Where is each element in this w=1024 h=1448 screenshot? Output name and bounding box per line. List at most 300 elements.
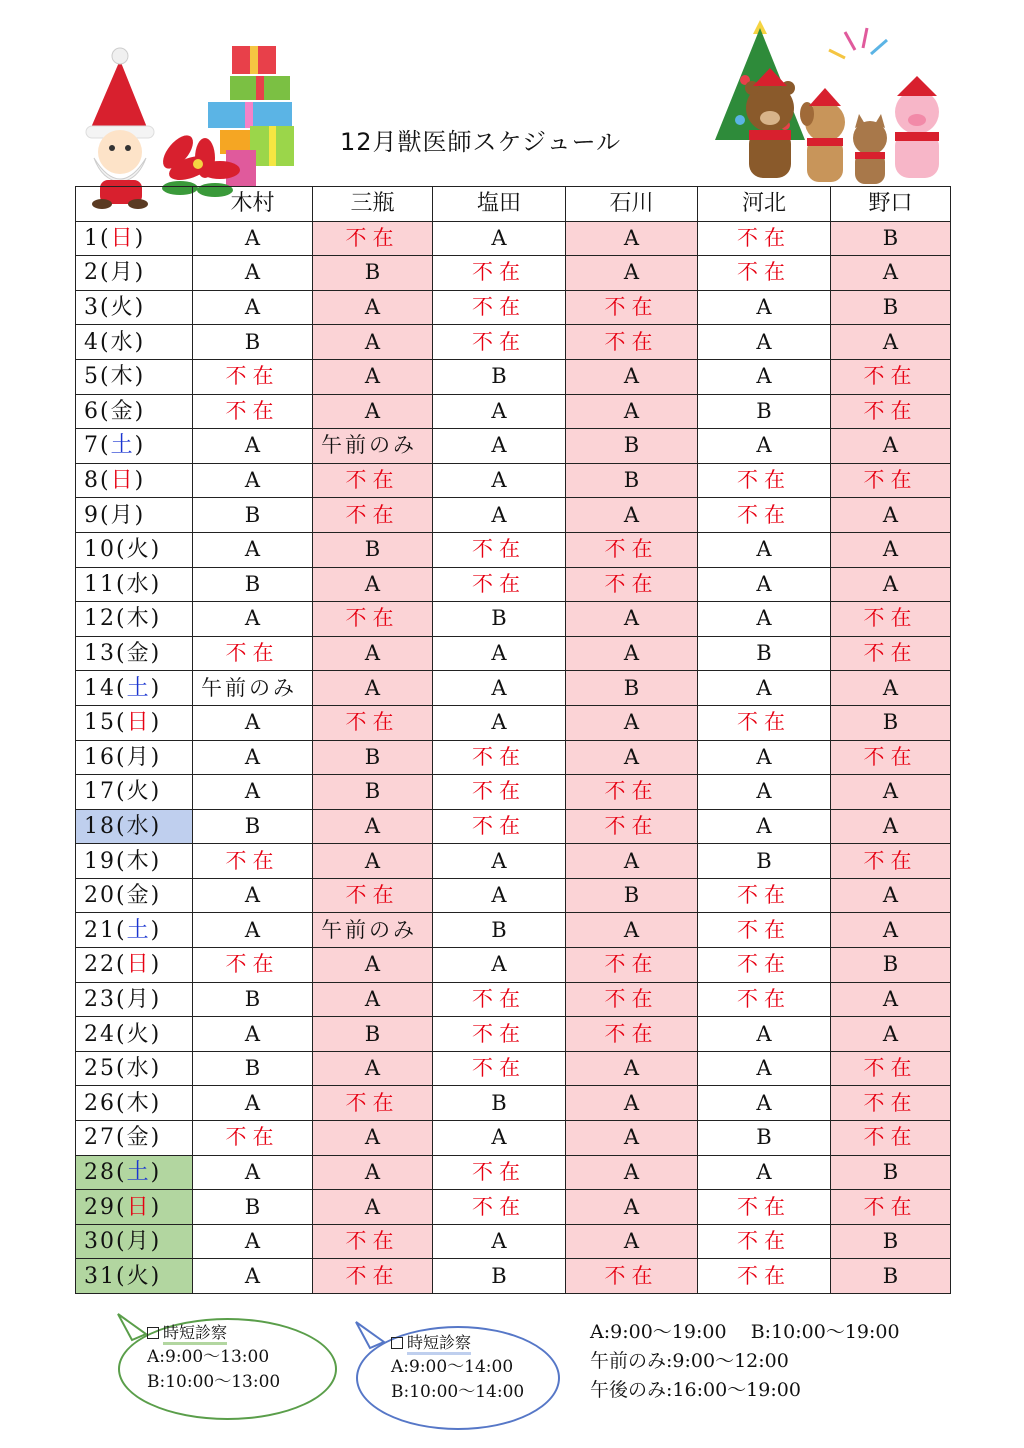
shift-cell: A bbox=[313, 982, 433, 1017]
weekday-label: 日 bbox=[110, 225, 135, 251]
shift-cell: A bbox=[193, 602, 313, 637]
shift-cell: A bbox=[566, 1224, 698, 1259]
shift-cell: A bbox=[313, 1121, 433, 1156]
shift-cell: A bbox=[193, 1017, 313, 1052]
checkbox-icon bbox=[147, 1327, 159, 1339]
date-number: 25 bbox=[84, 1056, 116, 1082]
shift-cell: B bbox=[433, 1086, 566, 1121]
date-number: 22 bbox=[84, 952, 116, 978]
weekday-label: 水 bbox=[110, 329, 135, 355]
date-number: 16 bbox=[84, 744, 116, 770]
shift-cell: A bbox=[698, 1051, 831, 1086]
shift-cell: 不在 bbox=[831, 359, 951, 394]
date-cell: 31(火) bbox=[76, 1259, 193, 1294]
shift-cell: A bbox=[433, 948, 566, 983]
shift-cell: 不在 bbox=[433, 325, 566, 360]
shift-cell: B bbox=[566, 463, 698, 498]
shift-cell: 不在 bbox=[698, 463, 831, 498]
date-cell: 19(木) bbox=[76, 844, 193, 879]
header-vet: 塩田 bbox=[433, 187, 566, 222]
date-cell: 4(水) bbox=[76, 325, 193, 360]
date-number: 4 bbox=[84, 329, 100, 355]
shift-cell: A bbox=[831, 809, 951, 844]
shift-cell: B bbox=[831, 221, 951, 256]
date-cell: 28(土) bbox=[76, 1155, 193, 1190]
date-cell: 1(日) bbox=[76, 221, 193, 256]
date-cell: 27(金) bbox=[76, 1121, 193, 1156]
shift-cell: A bbox=[698, 567, 831, 602]
shift-cell: A bbox=[433, 705, 566, 740]
shift-cell: A bbox=[698, 809, 831, 844]
shift-cell: 不在 bbox=[433, 1155, 566, 1190]
shift-cell: 午前のみ bbox=[193, 671, 313, 706]
date-number: 6 bbox=[84, 398, 100, 424]
schedule-row bbox=[76, 1121, 951, 1156]
shift-cell: 不在 bbox=[433, 982, 566, 1017]
date-number: 1 bbox=[84, 225, 100, 251]
shift-cell: A bbox=[313, 636, 433, 671]
weekday-label: 木 bbox=[126, 1090, 151, 1116]
date-cell: 12(木) bbox=[76, 602, 193, 637]
shift-cell: 不在 bbox=[831, 1086, 951, 1121]
shift-cell: B bbox=[433, 602, 566, 637]
shift-cell: A bbox=[698, 325, 831, 360]
date-number: 9 bbox=[84, 502, 100, 528]
shift-cell: A bbox=[698, 602, 831, 637]
date-number: 19 bbox=[84, 848, 116, 874]
schedule-row bbox=[76, 256, 951, 291]
shift-cell: A bbox=[193, 740, 313, 775]
header-corner bbox=[76, 187, 193, 222]
weekday-label: 水 bbox=[126, 571, 151, 597]
shift-cell: A bbox=[193, 1155, 313, 1190]
schedule-row bbox=[76, 671, 951, 706]
shift-cell: A bbox=[831, 567, 951, 602]
shift-cell: 不在 bbox=[566, 809, 698, 844]
schedule-row bbox=[76, 740, 951, 775]
shift-cell: B bbox=[313, 1017, 433, 1052]
shift-cell: B bbox=[313, 740, 433, 775]
shift-cell: A bbox=[193, 1259, 313, 1294]
shift-cell: 不在 bbox=[566, 325, 698, 360]
shift-cell: A bbox=[433, 636, 566, 671]
shift-cell: A bbox=[313, 1051, 433, 1086]
date-number: 3 bbox=[84, 295, 100, 321]
shift-cell: A bbox=[566, 1121, 698, 1156]
shift-cell: 不在 bbox=[193, 636, 313, 671]
shift-cell: A bbox=[566, 636, 698, 671]
shift-cell: 不在 bbox=[193, 844, 313, 879]
shift-cell: 不在 bbox=[698, 1259, 831, 1294]
shift-cell: B bbox=[193, 567, 313, 602]
weekday-label: 月 bbox=[126, 744, 151, 770]
shift-cell: A bbox=[566, 256, 698, 291]
shift-cell: B bbox=[433, 913, 566, 948]
schedule-row bbox=[76, 636, 951, 671]
shift-cell: 不在 bbox=[831, 394, 951, 429]
shift-cell: A bbox=[313, 567, 433, 602]
shift-cell: 午前のみ bbox=[313, 429, 433, 464]
shift-cell: 不在 bbox=[698, 1190, 831, 1225]
legend-line: A:9:00〜19:00 B:10:00〜19:00 bbox=[590, 1321, 900, 1343]
weekday-label: 水 bbox=[126, 813, 151, 839]
shift-cell: 不在 bbox=[698, 705, 831, 740]
date-number: 26 bbox=[84, 1090, 116, 1116]
shift-cell: A bbox=[698, 671, 831, 706]
shift-cell: 不在 bbox=[698, 1224, 831, 1259]
shift-cell: A bbox=[433, 394, 566, 429]
shift-cell: 不在 bbox=[433, 775, 566, 810]
shift-cell: A bbox=[698, 740, 831, 775]
shift-cell: 不在 bbox=[433, 1017, 566, 1052]
date-number: 27 bbox=[84, 1125, 116, 1151]
header-vet: 三瓶 bbox=[313, 187, 433, 222]
shift-cell: 不在 bbox=[566, 1017, 698, 1052]
schedule-table bbox=[75, 186, 951, 1294]
date-cell: 30(月) bbox=[76, 1224, 193, 1259]
shift-cell: B bbox=[566, 671, 698, 706]
shift-cell: B bbox=[831, 1224, 951, 1259]
date-cell: 14(土) bbox=[76, 671, 193, 706]
header-vet: 石川 bbox=[566, 187, 698, 222]
shift-cell: A bbox=[193, 290, 313, 325]
shift-cell: B bbox=[831, 948, 951, 983]
bubble-tail-blue bbox=[352, 1320, 392, 1350]
schedule-row bbox=[76, 948, 951, 983]
shift-cell: A bbox=[566, 913, 698, 948]
header-vet: 野口 bbox=[831, 187, 951, 222]
shift-cell: 不在 bbox=[193, 359, 313, 394]
schedule-row bbox=[76, 878, 951, 913]
date-number: 30 bbox=[84, 1229, 116, 1255]
shift-cell: A bbox=[313, 809, 433, 844]
shift-cell: 不在 bbox=[566, 567, 698, 602]
schedule-row bbox=[76, 982, 951, 1017]
weekday-label: 日 bbox=[126, 710, 151, 736]
schedule-row bbox=[76, 844, 951, 879]
shift-cell: B bbox=[313, 532, 433, 567]
date-cell: 13(金) bbox=[76, 636, 193, 671]
date-cell: 16(月) bbox=[76, 740, 193, 775]
date-cell: 25(水) bbox=[76, 1051, 193, 1086]
santa-presents-illustration bbox=[80, 40, 320, 210]
shift-cell: A bbox=[193, 1224, 313, 1259]
shift-cell: A bbox=[831, 256, 951, 291]
schedule-row bbox=[76, 498, 951, 533]
shift-cell: B bbox=[566, 878, 698, 913]
shift-cell: B bbox=[193, 498, 313, 533]
shift-cell: B bbox=[193, 325, 313, 360]
shift-cell: 不在 bbox=[698, 982, 831, 1017]
date-number: 17 bbox=[84, 779, 116, 805]
short-hours-green-line: A:9:00〜13:00 bbox=[147, 1347, 270, 1367]
date-cell: 11(水) bbox=[76, 567, 193, 602]
short-hours-blue-line: A:9:00〜14:00 bbox=[391, 1357, 514, 1377]
shift-cell: 不在 bbox=[566, 1259, 698, 1294]
weekday-label: 火 bbox=[126, 779, 151, 805]
weekday-label: 土 bbox=[126, 675, 151, 701]
weekday-label: 日 bbox=[110, 468, 135, 494]
schedule-body bbox=[76, 221, 951, 1293]
shift-cell: A bbox=[433, 463, 566, 498]
legend-line: 午前のみ:9:00〜12:00 bbox=[590, 1350, 789, 1372]
shift-cell: A bbox=[831, 325, 951, 360]
shift-cell: A bbox=[193, 463, 313, 498]
shift-cell: 不在 bbox=[698, 221, 831, 256]
weekday-label: 土 bbox=[126, 1159, 151, 1185]
short-hours-green-line: B:10:00〜13:00 bbox=[147, 1372, 281, 1392]
shift-cell: A bbox=[566, 221, 698, 256]
shift-cell: A bbox=[831, 775, 951, 810]
shift-cell: A bbox=[433, 1224, 566, 1259]
shift-cell: 午前のみ bbox=[313, 913, 433, 948]
shift-cell: 不在 bbox=[831, 602, 951, 637]
schedule-row bbox=[76, 809, 951, 844]
weekday-label: 金 bbox=[110, 398, 135, 424]
shift-cell: A bbox=[831, 1017, 951, 1052]
shift-cell: B bbox=[193, 1051, 313, 1086]
shift-cell: 不在 bbox=[433, 567, 566, 602]
shift-cell: B bbox=[566, 429, 698, 464]
shift-cell: A bbox=[698, 429, 831, 464]
date-cell: 9(月) bbox=[76, 498, 193, 533]
date-number: 2 bbox=[84, 260, 100, 286]
shift-cell: 不在 bbox=[433, 532, 566, 567]
date-number: 12 bbox=[84, 606, 116, 632]
weekday-label: 火 bbox=[126, 1263, 151, 1289]
date-cell: 3(火) bbox=[76, 290, 193, 325]
shift-cell: A bbox=[831, 982, 951, 1017]
date-number: 10 bbox=[84, 537, 116, 563]
shift-cell: B bbox=[698, 844, 831, 879]
shift-cell: 不在 bbox=[831, 844, 951, 879]
date-number: 14 bbox=[84, 675, 116, 701]
shift-cell: B bbox=[433, 1259, 566, 1294]
schedule-row bbox=[76, 359, 951, 394]
shift-cell: B bbox=[313, 256, 433, 291]
weekday-label: 金 bbox=[126, 1125, 151, 1151]
shift-cell: A bbox=[566, 1086, 698, 1121]
shift-cell: A bbox=[698, 290, 831, 325]
shift-cell: 不在 bbox=[698, 256, 831, 291]
shift-cell: A bbox=[831, 671, 951, 706]
schedule-row bbox=[76, 290, 951, 325]
date-number: 5 bbox=[84, 364, 100, 390]
shift-cell: A bbox=[313, 325, 433, 360]
shift-cell: B bbox=[193, 1190, 313, 1225]
weekday-label: 月 bbox=[126, 1229, 151, 1255]
shift-cell: A bbox=[313, 844, 433, 879]
shift-cell: 不在 bbox=[433, 1051, 566, 1086]
shift-cell: A bbox=[566, 844, 698, 879]
shift-cell: A bbox=[698, 359, 831, 394]
shift-cell: A bbox=[313, 1190, 433, 1225]
shift-cell: 不在 bbox=[566, 948, 698, 983]
shift-cell: 不在 bbox=[433, 290, 566, 325]
shift-cell: A bbox=[698, 532, 831, 567]
schedule-row bbox=[76, 463, 951, 498]
weekday-label: 日 bbox=[126, 952, 151, 978]
hours-legend bbox=[590, 1318, 900, 1405]
shift-cell: A bbox=[566, 394, 698, 429]
date-cell: 5(木) bbox=[76, 359, 193, 394]
shift-cell: 不在 bbox=[433, 740, 566, 775]
shift-cell: B bbox=[433, 359, 566, 394]
schedule-row bbox=[76, 1155, 951, 1190]
date-cell: 21(土) bbox=[76, 913, 193, 948]
weekday-label: 土 bbox=[110, 433, 135, 459]
shift-cell: A bbox=[831, 498, 951, 533]
shift-cell: A bbox=[566, 740, 698, 775]
date-number: 23 bbox=[84, 986, 116, 1012]
shift-cell: 不在 bbox=[433, 1190, 566, 1225]
short-hours-blue-line: B:10:00〜14:00 bbox=[391, 1382, 525, 1402]
shift-cell: B bbox=[831, 1259, 951, 1294]
shift-cell: A bbox=[566, 1155, 698, 1190]
shift-cell: B bbox=[831, 1155, 951, 1190]
shift-cell: A bbox=[193, 532, 313, 567]
schedule-row bbox=[76, 394, 951, 429]
schedule-row bbox=[76, 221, 951, 256]
date-number: 7 bbox=[84, 433, 100, 459]
shift-cell: A bbox=[831, 532, 951, 567]
weekday-label: 月 bbox=[110, 260, 135, 286]
date-cell: 26(木) bbox=[76, 1086, 193, 1121]
date-number: 18 bbox=[84, 813, 116, 839]
shift-cell: 不在 bbox=[313, 498, 433, 533]
shift-cell: B bbox=[313, 775, 433, 810]
shift-cell: B bbox=[193, 809, 313, 844]
shift-cell: 不在 bbox=[313, 1259, 433, 1294]
shift-cell: A bbox=[698, 1017, 831, 1052]
header-vet: 河北 bbox=[698, 187, 831, 222]
shift-cell: A bbox=[566, 359, 698, 394]
legend-line: 午後のみ:16:00〜19:00 bbox=[590, 1379, 801, 1401]
shift-cell: 不在 bbox=[566, 532, 698, 567]
schedule-row bbox=[76, 532, 951, 567]
weekday-label: 火 bbox=[110, 295, 135, 321]
shift-cell: A bbox=[566, 1190, 698, 1225]
shift-cell: 不在 bbox=[313, 602, 433, 637]
shift-cell: 不在 bbox=[566, 982, 698, 1017]
weekday-label: 水 bbox=[126, 1056, 151, 1082]
shift-cell: A bbox=[566, 1051, 698, 1086]
shift-cell: 不在 bbox=[698, 948, 831, 983]
schedule-row bbox=[76, 1259, 951, 1294]
shift-cell: B bbox=[193, 982, 313, 1017]
shift-cell: A bbox=[433, 429, 566, 464]
date-cell: 29(日) bbox=[76, 1190, 193, 1225]
shift-cell: A bbox=[566, 498, 698, 533]
date-number: 21 bbox=[84, 917, 116, 943]
date-number: 29 bbox=[84, 1194, 116, 1220]
shift-cell: A bbox=[193, 221, 313, 256]
schedule-row bbox=[76, 1190, 951, 1225]
shift-cell: A bbox=[433, 498, 566, 533]
date-cell: 10(火) bbox=[76, 532, 193, 567]
shift-cell: A bbox=[313, 671, 433, 706]
shift-cell: 不在 bbox=[313, 1224, 433, 1259]
shift-cell: A bbox=[313, 1155, 433, 1190]
schedule-row bbox=[76, 1017, 951, 1052]
shift-cell: 不在 bbox=[831, 1190, 951, 1225]
weekday-label: 土 bbox=[126, 917, 151, 943]
schedule-row bbox=[76, 913, 951, 948]
shift-cell: 不在 bbox=[193, 948, 313, 983]
shift-cell: 不在 bbox=[433, 809, 566, 844]
shift-cell: A bbox=[313, 948, 433, 983]
date-cell: 18(水) bbox=[76, 809, 193, 844]
schedule-row bbox=[76, 1051, 951, 1086]
short-hours-blue-text bbox=[391, 1330, 524, 1405]
short-hours-blue-heading: 時短診察 bbox=[391, 1330, 524, 1355]
shift-cell: A bbox=[698, 1155, 831, 1190]
date-cell: 23(月) bbox=[76, 982, 193, 1017]
bubble-tail-green bbox=[112, 1312, 152, 1342]
shift-cell: 不在 bbox=[566, 775, 698, 810]
schedule-row bbox=[76, 602, 951, 637]
weekday-label: 木 bbox=[126, 848, 151, 874]
shift-cell: 不在 bbox=[313, 1086, 433, 1121]
weekday-label: 日 bbox=[126, 1194, 151, 1220]
date-number: 8 bbox=[84, 468, 100, 494]
shift-cell: A bbox=[831, 913, 951, 948]
shift-cell: B bbox=[831, 290, 951, 325]
shift-cell: 不在 bbox=[193, 394, 313, 429]
shift-cell: 不在 bbox=[313, 221, 433, 256]
header-vet: 木村 bbox=[193, 187, 313, 222]
shift-cell: A bbox=[433, 878, 566, 913]
shift-cell: 不在 bbox=[566, 290, 698, 325]
date-cell: 17(火) bbox=[76, 775, 193, 810]
shift-cell: 不在 bbox=[433, 256, 566, 291]
shift-cell: B bbox=[698, 636, 831, 671]
shift-cell: A bbox=[193, 1086, 313, 1121]
shift-cell: A bbox=[193, 913, 313, 948]
date-number: 31 bbox=[84, 1263, 116, 1289]
shift-cell: 不在 bbox=[831, 1051, 951, 1086]
shift-cell: 不在 bbox=[313, 878, 433, 913]
short-hours-green-text bbox=[147, 1320, 280, 1395]
checkbox-icon bbox=[391, 1337, 403, 1349]
schedule-row bbox=[76, 705, 951, 740]
date-number: 20 bbox=[84, 883, 116, 909]
shift-cell: 不在 bbox=[698, 498, 831, 533]
schedule-row bbox=[76, 429, 951, 464]
shift-cell: 不在 bbox=[831, 1121, 951, 1156]
shift-cell: A bbox=[831, 878, 951, 913]
shift-cell: A bbox=[193, 429, 313, 464]
shift-cell: 不在 bbox=[193, 1121, 313, 1156]
weekday-label: 火 bbox=[126, 537, 151, 563]
date-cell: 22(日) bbox=[76, 948, 193, 983]
shift-cell: A bbox=[698, 1086, 831, 1121]
shift-cell: A bbox=[313, 290, 433, 325]
date-number: 24 bbox=[84, 1021, 116, 1047]
schedule-row bbox=[76, 1224, 951, 1259]
weekday-label: 金 bbox=[126, 883, 151, 909]
date-number: 11 bbox=[84, 571, 116, 597]
shift-cell: A bbox=[193, 256, 313, 291]
shift-cell: B bbox=[698, 394, 831, 429]
schedule-row bbox=[76, 567, 951, 602]
shift-cell: A bbox=[313, 359, 433, 394]
date-number: 13 bbox=[84, 641, 116, 667]
weekday-label: 木 bbox=[126, 606, 151, 632]
shift-cell: A bbox=[193, 775, 313, 810]
page-title: 12月獣医師スケジュール bbox=[340, 128, 622, 156]
date-cell: 24(火) bbox=[76, 1017, 193, 1052]
